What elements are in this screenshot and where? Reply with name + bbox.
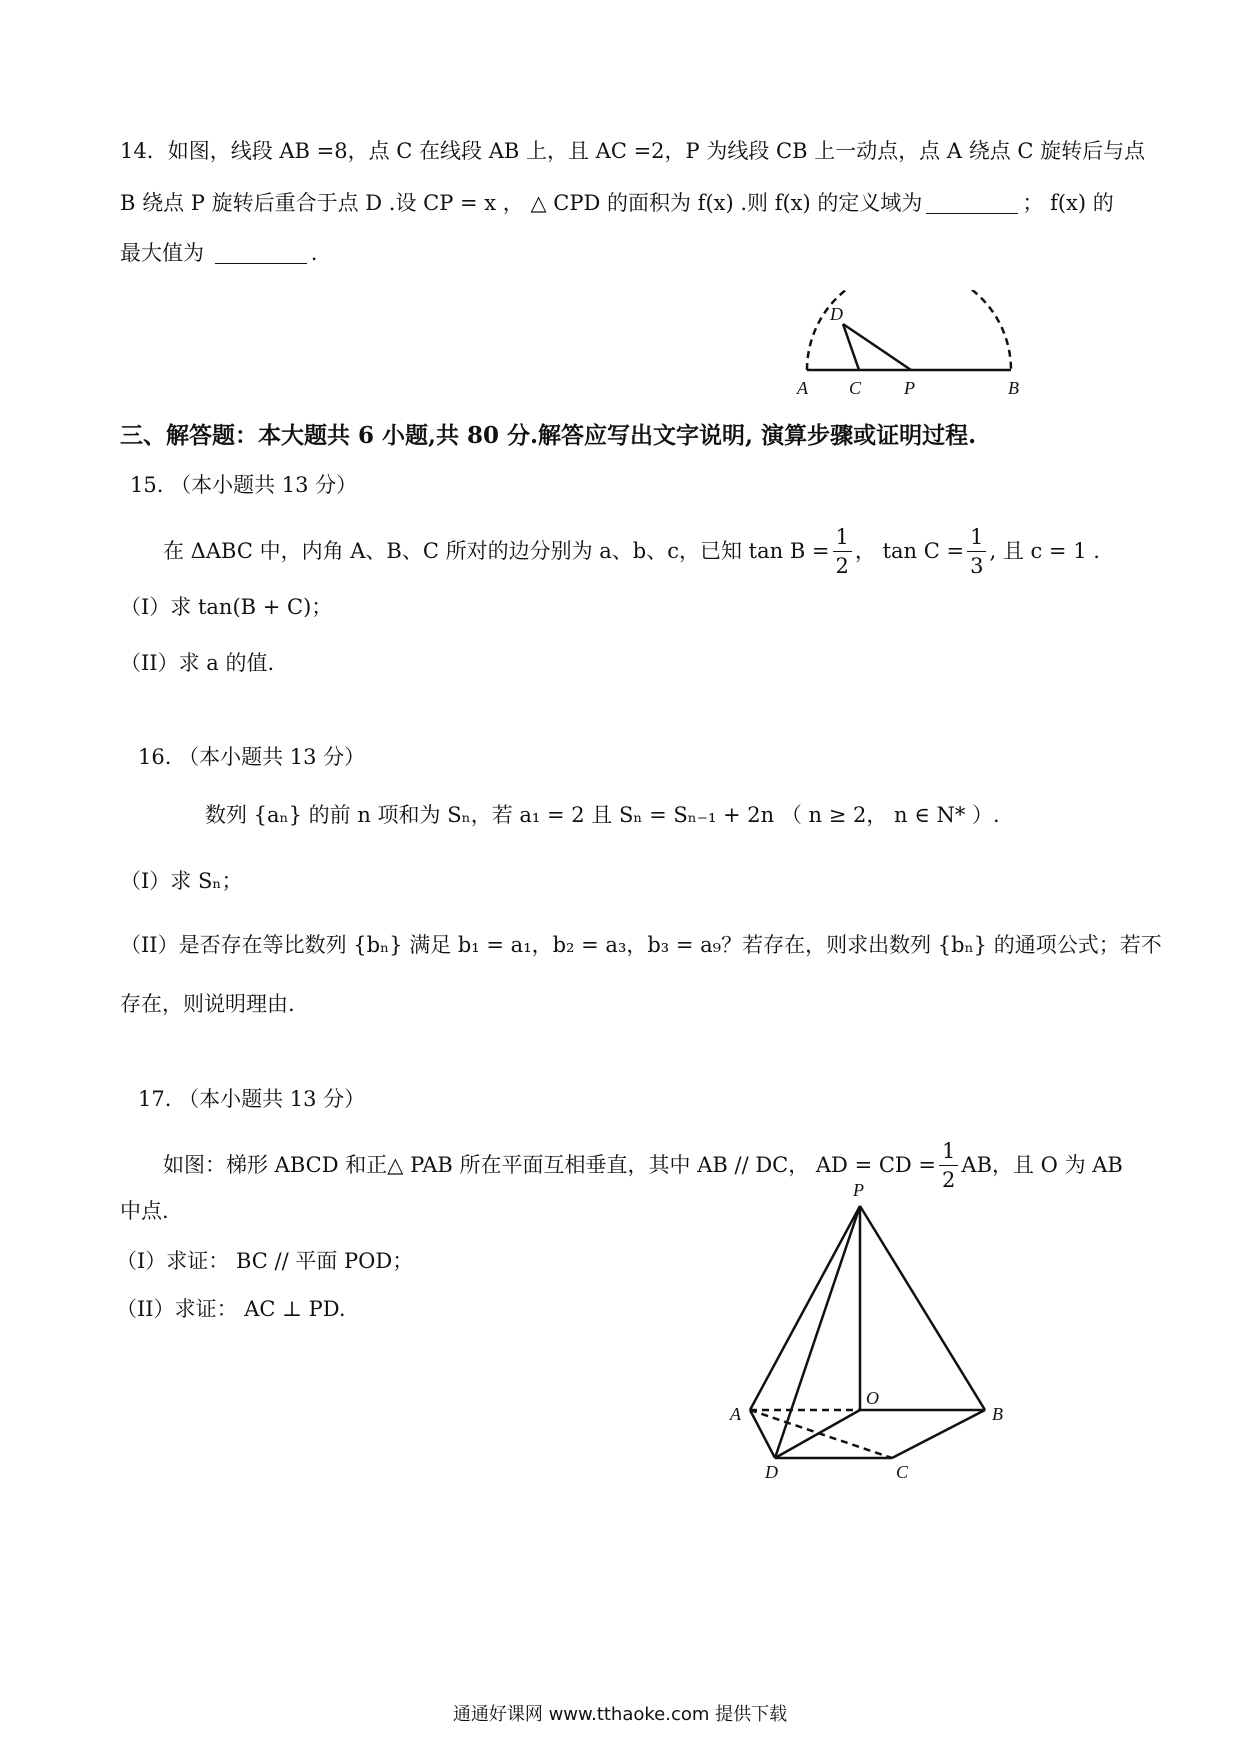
q14-line1: 14．如图，线段 AB =8，点 C 在线段 AB 上，且 AC =2，P 为线段 CB 上一动点，点 A 绕点 C 旋转后与点 — [120, 139, 1146, 163]
q15-part2: （II）求 a 的值. — [120, 651, 275, 675]
q17-edge-pd — [775, 1206, 860, 1458]
q14-domain-blank — [926, 191, 1018, 214]
q14-line2-tail: ； f(x) 的 — [1022, 191, 1114, 215]
q14-max-blank — [215, 241, 307, 264]
q17-label-a: A — [730, 1404, 741, 1424]
q16-part2-line1: （II）是否存在等比数列 {bₙ} 满足 b₁ = a₁，b₂ = a₃，b₃ = a₉？若存在，则求出数列 {bₙ} 的通项公式；若不 — [120, 933, 1162, 957]
q14-line3-tail: . — [310, 241, 318, 265]
q17-stem-a: 如图：梯形 ABCD 和正△ PAB 所在平面互相垂直，其中 AB // DC， AD = CD = — [163, 1153, 937, 1177]
q17-edge-pa — [750, 1206, 860, 1410]
q15-frac-tanb — [833, 523, 852, 580]
q15-frac1-num: 1 — [833, 523, 852, 552]
q14-segment-dp — [843, 324, 911, 370]
q15-frac2-den: 3 — [970, 553, 984, 578]
q17-stem-c: 中点. — [120, 1199, 169, 1223]
q16-part1: （I）求 Sₙ； — [120, 869, 243, 893]
q14-label-b: B — [1008, 378, 1019, 398]
q14-label-d: D — [830, 304, 843, 324]
q14-label-a: A — [797, 378, 808, 398]
q17-edge-ad — [750, 1410, 775, 1458]
q17-label-p: P — [853, 1180, 864, 1200]
q14-label-c: C — [849, 378, 862, 398]
q15-frac1-den: 2 — [835, 553, 849, 578]
q16-stem: 数列 {aₙ} 的前 n 项和为 Sₙ，若 a₁ = 2 且 Sₙ = Sₙ₋₁ + 2n （ n ≥ 2， n ∈ N* ）. — [205, 803, 1000, 827]
section3-heading: 三、解答题：本大题共 6 小题,共 80 分.解答应写出文字说明, 演算步骤或证明过程. — [120, 422, 977, 449]
q17-header: 17. （本小题共 13 分） — [138, 1087, 366, 1111]
q15-stem — [163, 520, 1100, 582]
q14-line3 — [120, 238, 317, 268]
q17-frac-den: 2 — [942, 1167, 956, 1192]
q17-label-d: D — [765, 1462, 778, 1480]
q17-part2: （II）求证： AC ⊥ PD. — [116, 1297, 346, 1321]
q14-line2-text: B 绕点 P 旋转后重合于点 D .设 CP = x ， △ CPD 的面积为 f(x) .则 f(x) 的定义域为 — [120, 191, 923, 215]
q15-stem-c: , 且 c = 1 . — [989, 539, 1100, 563]
footer-download-notice: 通通好课网 www.tthaoke.com 提供下载 — [452, 1704, 788, 1725]
q15-stem-a: 在 ΔABC 中，内角 A、B、C 所对的边分别为 a、b、c，已知 tan B = — [163, 539, 830, 563]
q17-label-o: O — [866, 1388, 879, 1408]
q15-frac2-num: 1 — [967, 523, 986, 552]
q14-label-p: P — [904, 378, 915, 398]
q14-line2 — [120, 188, 1114, 218]
q17-label-b: B — [992, 1404, 1003, 1424]
q16-header: 16. （本小题共 13 分） — [138, 745, 366, 769]
q14-dashed-arc — [807, 290, 1011, 370]
q17-label-c: C — [896, 1462, 909, 1480]
q15-stem-b: ， tan C = — [854, 539, 965, 563]
q17-edge-cb — [892, 1410, 985, 1458]
q14-figure — [780, 290, 1040, 410]
q16-part2-line2: 存在，则说明理由. — [120, 992, 295, 1016]
q15-frac-tanc — [967, 523, 986, 580]
q17-edge-pb — [860, 1206, 985, 1410]
q14-line3-text: 最大值为 — [120, 241, 204, 265]
q17-part1: （I）求证： BC // 平面 POD； — [116, 1249, 414, 1273]
q15-header: 15. （本小题共 13 分） — [130, 473, 358, 497]
q17-figure — [720, 1170, 1020, 1480]
q15-part1: （I）求 tan(B + C)； — [120, 595, 333, 619]
q17-frac-num: 1 — [939, 1137, 958, 1166]
q17-stem-b: AB，且 O 为 AB — [961, 1153, 1123, 1177]
